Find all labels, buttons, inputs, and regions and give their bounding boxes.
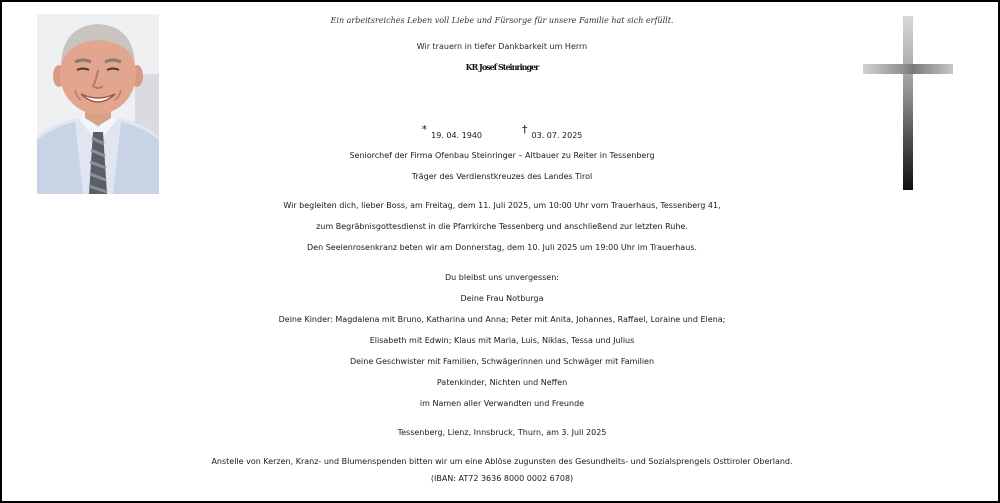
- deceased-name: KR Josef Steinringer: [465, 62, 539, 72]
- role-line: Seniorchef der Firma Ofenbau Steinringer – Altbauer zu Reiter in Tessenberg: [349, 151, 655, 160]
- portrait-photo: [37, 14, 159, 194]
- place-date: Tessenberg, Lienz, Innsbruck, Thurn, am 3. Juli 2025: [397, 428, 607, 437]
- life-dates: [2, 123, 1000, 140]
- donation-note: Anstelle von Kerzen, Kranz- und Blumenspenden bitten wir um eine Ablöse zugunsten des Gesundheits- und Sozialsprengels Osttiroler Oberland.: [211, 457, 793, 466]
- birth-date: * 19. 04. 1940: [421, 123, 482, 140]
- mourner-line: Elisabeth mit Edwin; Klaus mit Maria, Luis, Niklas, Tessa und Julius: [369, 336, 635, 345]
- iban: (IBAN: AT72 3636 8000 0002 6708): [430, 474, 574, 483]
- funeral-line: Wir begleiten dich, lieber Boss, am Freitag, dem 11. Juli 2025, um 10:00 Uhr vom Trauerhaus, Tessenberg 41,: [283, 201, 721, 210]
- funeral-line: zum Begräbnisgottesdienst in die Pfarrkirche Tessenberg und anschließend zur letzten Ruhe.: [316, 222, 688, 231]
- funeral-line: Den Seelenrosenkranz beten wir am Donnerstag, dem 10. Juli 2025 um 19:00 Uhr im Trauerhaus.: [307, 243, 697, 252]
- mourner-line: Deine Geschwister mit Familien, Schwägerinnen und Schwäger mit Familien: [349, 357, 655, 366]
- mourner-line: im Namen aller Verwandten und Freunde: [419, 399, 585, 408]
- mourner-line: Deine Frau Notburga: [460, 294, 544, 303]
- intro-text: Wir trauern in tiefer Dankbarkeit um Herrn: [416, 42, 588, 51]
- motto: Ein arbeitsreiches Leben voll Liebe und Fürsorge für unsere Familie hat sich erfüllt.: [330, 16, 674, 25]
- death-date: † 03. 07. 2025: [522, 123, 583, 140]
- mourner-line: Patenkinder, Nichten und Neffen: [436, 378, 568, 387]
- role-line: Träger des Verdienstkreuzes des Landes Tirol: [411, 172, 593, 181]
- mourner-line: Deine Kinder: Magdalena mit Bruno, Katharina und Anna; Peter mit Anita, Johannes, Raffael, Loraine und Elena;: [278, 315, 726, 324]
- birth-star-icon: *: [421, 123, 428, 136]
- mourner-line: Du bleibst uns unvergessen:: [445, 273, 559, 282]
- death-cross-icon: †: [522, 123, 528, 136]
